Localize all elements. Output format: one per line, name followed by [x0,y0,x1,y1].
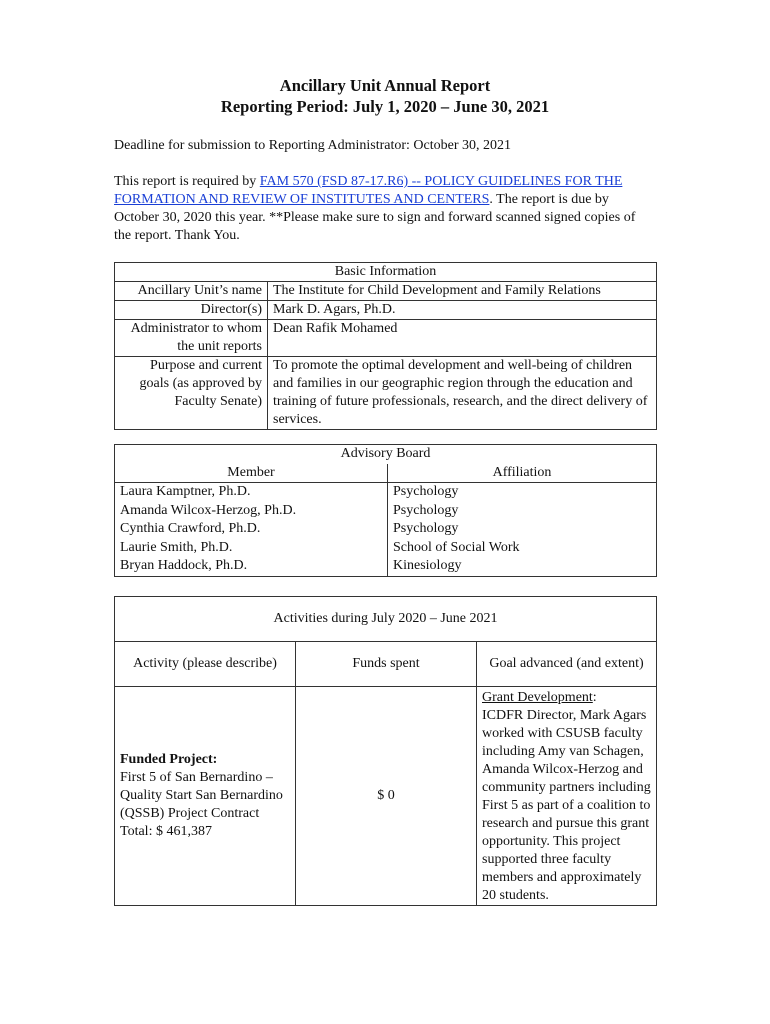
goal-cell: Grant Development: ICDFR Director, Mark Agars worked with CSUSB faculty including Amy van Schagen, Amanda Wilcox-Herzog and community partners including First 5 as part of a coalition to research and pursue this grant opportunity. This project supported three faculty members and approximately 20 students. [477,687,657,906]
member-affiliation: Psychology [388,502,657,521]
member-affiliation: Kinesiology [388,557,657,576]
reporting-period: Reporting Period: July 1, 2020 – June 30, 2021 [220,97,550,116]
row-value: The Institute for Child Development and Family Relations [268,282,657,301]
member-name: Laurie Smith, Ph.D. [115,539,388,558]
goal-title: Grant Development [482,690,593,705]
policy-link[interactable]: FAM 570 (FSD 87-17.R6) -- POLICY GUIDELINES FOR THE FORMATION AND REVIEW OF INSTITUTES AND CENTERS [114,174,623,207]
funds-spent-value: $ 0 [296,687,477,906]
table-row [115,520,657,539]
intro-before-link: This report is required by [114,174,260,189]
activity-cell [115,687,296,906]
row-label: Ancillary Unit’s name [115,282,268,301]
table-row [115,539,657,558]
table-row [115,320,657,357]
funded-project-label: Funded Project: [120,752,218,767]
funds-column-header: Funds spent [296,642,477,687]
table-row [115,502,657,521]
basic-info-heading: Basic Information [115,263,657,282]
table-row [115,357,657,430]
table-row [115,483,657,502]
member-column-header: Member [115,464,388,483]
table-row [115,282,657,301]
activities-table [114,596,657,906]
goal-description: ICDFR Director, Mark Agars worked with CSUSB faculty including Amy van Schagen, Amanda Wilcox-Herzog and community partners including First 5 as part of a coalition to research and pursue this grant opportunity. This project supported three faculty members and approximately 20 students. [482,708,651,903]
affiliation-column-header: Affiliation [388,464,657,483]
table-row [115,301,657,320]
deadline-text: Deadline for submission to Reporting Administrator: October 30, 2021 [114,138,512,153]
member-name: Bryan Haddock, Ph.D. [115,557,388,576]
advisory-board-heading: Advisory Board [115,445,657,464]
activities-heading: Activities during July 2020 – June 2021 [115,597,657,642]
table-row [115,687,657,906]
report-title: Ancillary Unit Annual Report [279,76,491,95]
table-row [115,557,657,576]
row-value: Mark D. Agars, Ph.D. [268,301,657,320]
basic-info-table [114,262,657,430]
intro-after-link: . The report is due by October 30, 2020 this year. **Please make sure to sign and forward scanned signed copies of the report. Thank You. [114,192,636,243]
member-affiliation: Psychology [388,520,657,539]
row-value: To promote the optimal development and well-being of children and families in our geographic region through the education and training of future professionals, research, and the direct delivery of services. [268,357,657,430]
member-name: Laura Kamptner, Ph.D. [115,483,388,502]
intro-paragraph [114,173,654,245]
member-name: Amanda Wilcox-Herzog, Ph.D. [115,502,388,521]
member-affiliation: Psychology [388,483,657,502]
row-label: Administrator to whom the unit reports [115,320,268,357]
member-affiliation: School of Social Work [388,539,657,558]
goal-column-header: Goal advanced (and extent) [477,642,657,687]
project-description: First 5 of San Bernardino – Quality Start San Bernardino (QSSB) Project Contract Total: $ 461,387 [120,770,283,839]
activity-column-header: Activity (please describe) [115,642,296,687]
advisory-board-table [114,444,657,577]
member-name: Cynthia Crawford, Ph.D. [115,520,388,539]
row-label: Purpose and current goals (as approved by Faculty Senate) [115,357,268,430]
row-label: Director(s) [115,301,268,320]
row-value: Dean Rafik Mohamed [268,320,657,357]
